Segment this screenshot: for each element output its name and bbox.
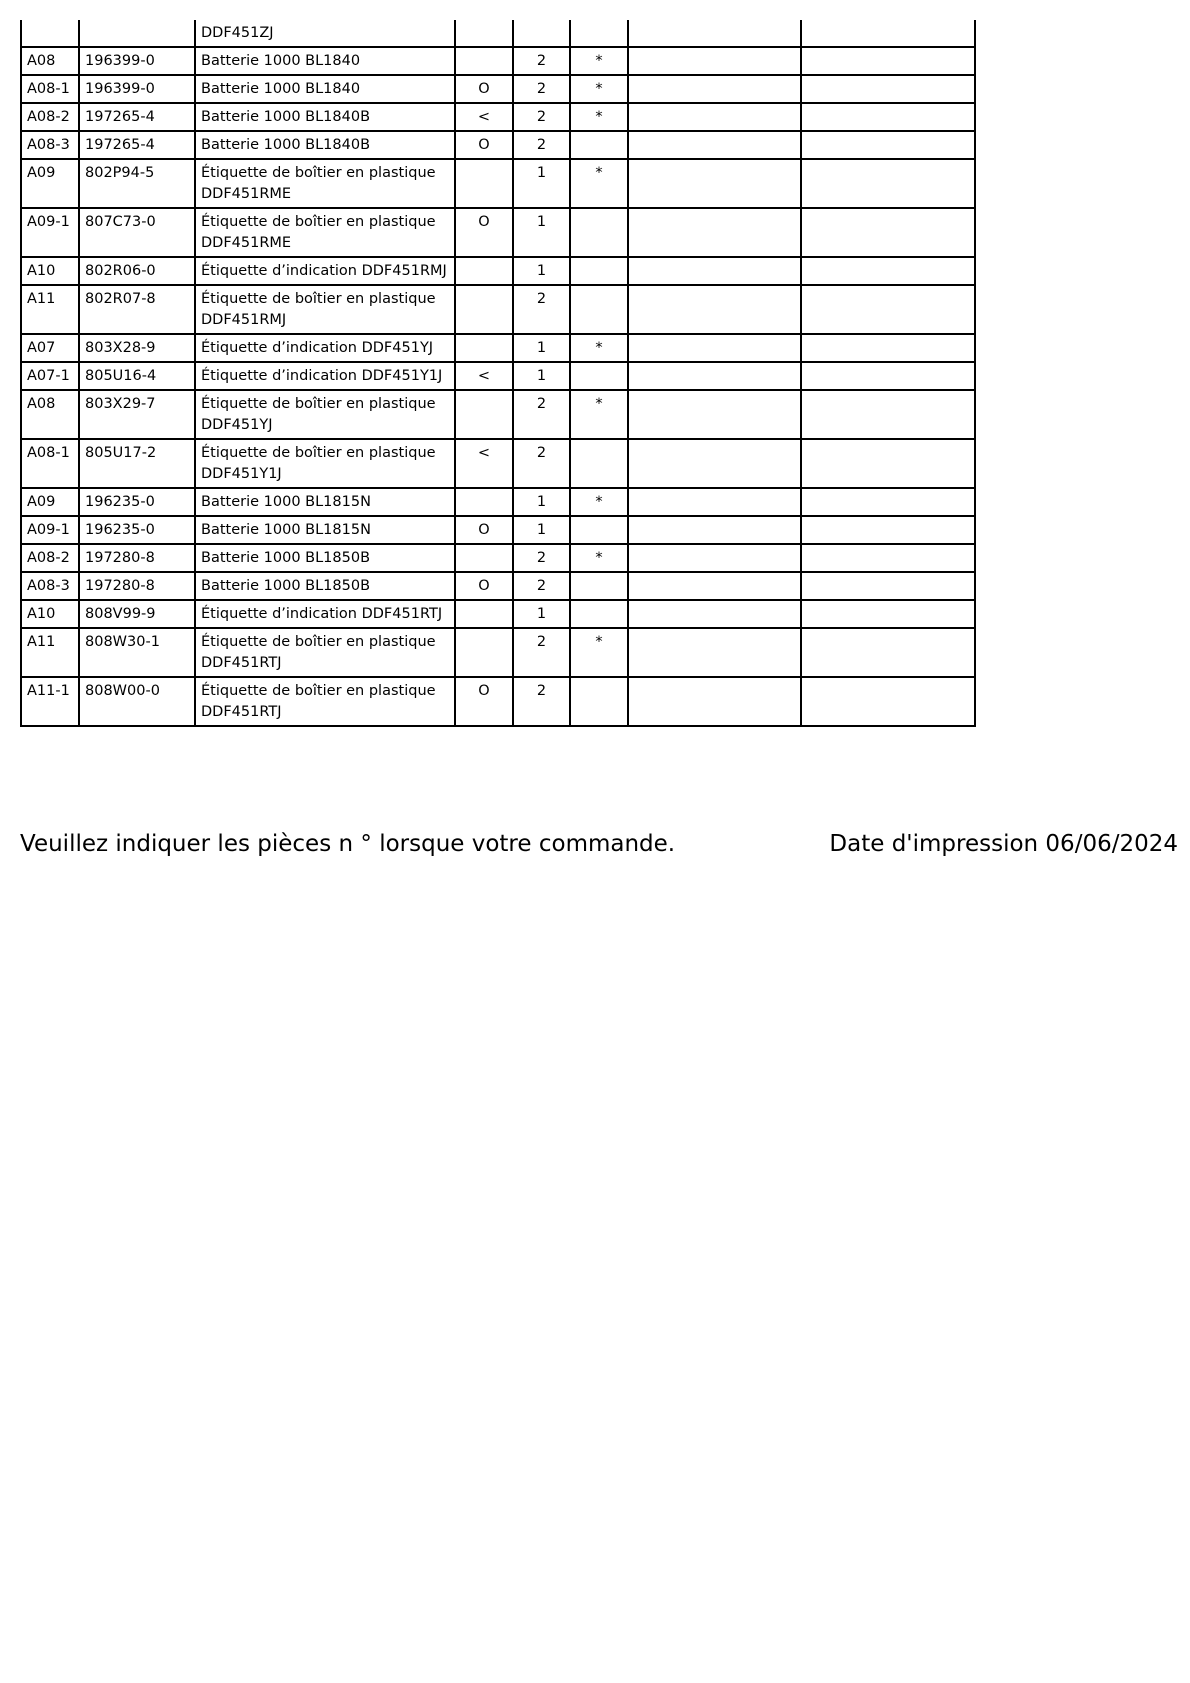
quantity-cell: 2 (513, 544, 570, 572)
blank-cell (801, 439, 975, 488)
quantity-cell: 2 (513, 677, 570, 726)
part-number-cell: 805U16-4 (79, 362, 195, 390)
table-row (21, 285, 975, 334)
table-row (21, 600, 975, 628)
note-cell (570, 677, 628, 726)
blank-cell (801, 334, 975, 362)
blank-cell (801, 208, 975, 257)
mark-cell: < (455, 362, 513, 390)
blank-cell (628, 103, 801, 131)
blank-cell (801, 390, 975, 439)
quantity-cell (513, 20, 570, 47)
description-cell: Étiquette d’indication DDF451RMJ (195, 257, 455, 285)
blank-cell (801, 47, 975, 75)
item-cell: A08-3 (21, 131, 79, 159)
mark-cell (455, 544, 513, 572)
part-number-cell: 808W00-0 (79, 677, 195, 726)
table-row (21, 257, 975, 285)
blank-cell (801, 103, 975, 131)
item-cell: A09 (21, 488, 79, 516)
blank-cell (628, 572, 801, 600)
blank-cell (801, 20, 975, 47)
item-cell: A08-3 (21, 572, 79, 600)
item-cell: A11-1 (21, 677, 79, 726)
table-row (21, 131, 975, 159)
blank-cell (628, 600, 801, 628)
quantity-cell: 1 (513, 362, 570, 390)
part-number-cell: 808W30-1 (79, 628, 195, 677)
quantity-cell: 1 (513, 600, 570, 628)
mark-cell (455, 628, 513, 677)
part-number-cell: 802R07-8 (79, 285, 195, 334)
quantity-cell: 2 (513, 572, 570, 600)
table-row (21, 677, 975, 726)
item-cell: A07-1 (21, 362, 79, 390)
blank-cell (628, 544, 801, 572)
part-number-cell (79, 20, 195, 47)
mark-cell (455, 257, 513, 285)
mark-cell (455, 47, 513, 75)
note-cell (570, 439, 628, 488)
description-cell: Étiquette de boîtier en plastique DDF451YJ (195, 390, 455, 439)
blank-cell (628, 75, 801, 103)
mark-cell: O (455, 677, 513, 726)
part-number-cell: 805U17-2 (79, 439, 195, 488)
order-instruction: Veuillez indiquer les pièces n ° lorsque votre commande. (20, 831, 676, 857)
item-cell: A08-1 (21, 75, 79, 103)
mark-cell: O (455, 208, 513, 257)
item-cell: A08 (21, 47, 79, 75)
print-date: Date d'impression 06/06/2024 (829, 831, 1178, 857)
part-number-cell: 802R06-0 (79, 257, 195, 285)
description-cell: Étiquette de boîtier en plastique DDF451RME (195, 208, 455, 257)
item-cell: A11 (21, 285, 79, 334)
mark-cell: < (455, 439, 513, 488)
description-cell: Batterie 1000 BL1840B (195, 103, 455, 131)
item-cell: A08 (21, 390, 79, 439)
table-row (21, 362, 975, 390)
part-number-cell: 197265-4 (79, 131, 195, 159)
description-cell: Étiquette de boîtier en plastique DDF451Y1J (195, 439, 455, 488)
part-number-cell: 807C73-0 (79, 208, 195, 257)
blank-cell (801, 362, 975, 390)
part-number-cell: 196399-0 (79, 75, 195, 103)
item-cell: A10 (21, 257, 79, 285)
blank-cell (628, 208, 801, 257)
description-cell: Étiquette de boîtier en plastique DDF451RTJ (195, 628, 455, 677)
quantity-cell: 1 (513, 334, 570, 362)
table-row (21, 47, 975, 75)
quantity-cell: 2 (513, 103, 570, 131)
blank-cell (628, 334, 801, 362)
table-row (21, 208, 975, 257)
blank-cell (628, 362, 801, 390)
blank-cell (801, 600, 975, 628)
quantity-cell: 1 (513, 257, 570, 285)
note-cell: * (570, 488, 628, 516)
item-cell: A08-2 (21, 544, 79, 572)
part-number-cell: 803X28-9 (79, 334, 195, 362)
item-cell: A09 (21, 159, 79, 208)
quantity-cell: 2 (513, 131, 570, 159)
item-cell: A09-1 (21, 516, 79, 544)
table-row (21, 439, 975, 488)
description-cell: Batterie 1000 BL1815N (195, 516, 455, 544)
mark-cell: O (455, 516, 513, 544)
table-row (21, 572, 975, 600)
quantity-cell: 1 (513, 516, 570, 544)
table-row (21, 334, 975, 362)
blank-cell (628, 131, 801, 159)
description-cell: Batterie 1000 BL1840B (195, 131, 455, 159)
blank-cell (801, 544, 975, 572)
blank-cell (801, 516, 975, 544)
part-number-cell: 803X29-7 (79, 390, 195, 439)
quantity-cell: 1 (513, 208, 570, 257)
note-cell: * (570, 544, 628, 572)
note-cell (570, 600, 628, 628)
item-cell: A07 (21, 334, 79, 362)
table-row (21, 488, 975, 516)
description-cell: Étiquette d’indication DDF451RTJ (195, 600, 455, 628)
quantity-cell: 2 (513, 75, 570, 103)
note-cell (570, 131, 628, 159)
blank-cell (628, 628, 801, 677)
note-cell (570, 362, 628, 390)
blank-cell (801, 159, 975, 208)
note-cell (570, 20, 628, 47)
table-row (21, 75, 975, 103)
item-cell (21, 20, 79, 47)
part-number-cell: 197280-8 (79, 544, 195, 572)
table-row (21, 544, 975, 572)
blank-cell (628, 516, 801, 544)
description-cell: Étiquette de boîtier en plastique DDF451RMJ (195, 285, 455, 334)
note-cell: * (570, 159, 628, 208)
description-cell: Étiquette d’indication DDF451Y1J (195, 362, 455, 390)
description-cell: Batterie 1000 BL1815N (195, 488, 455, 516)
note-cell (570, 516, 628, 544)
note-cell (570, 257, 628, 285)
part-number-cell: 197280-8 (79, 572, 195, 600)
table-row (21, 628, 975, 677)
table-row (21, 159, 975, 208)
blank-cell (628, 677, 801, 726)
item-cell: A08-1 (21, 439, 79, 488)
note-cell: * (570, 75, 628, 103)
item-cell: A10 (21, 600, 79, 628)
parts-table (20, 20, 976, 727)
description-cell: Batterie 1000 BL1840 (195, 75, 455, 103)
part-number-cell: 808V99-9 (79, 600, 195, 628)
description-cell: Batterie 1000 BL1850B (195, 544, 455, 572)
blank-cell (628, 20, 801, 47)
note-cell: * (570, 103, 628, 131)
parts-table-body (21, 20, 975, 726)
blank-cell (628, 159, 801, 208)
blank-cell (801, 131, 975, 159)
note-cell (570, 285, 628, 334)
quantity-cell: 2 (513, 285, 570, 334)
blank-cell (801, 285, 975, 334)
quantity-cell: 2 (513, 439, 570, 488)
blank-cell (628, 285, 801, 334)
blank-cell (801, 677, 975, 726)
table-row (21, 20, 975, 47)
note-cell (570, 208, 628, 257)
part-number-cell: 196235-0 (79, 488, 195, 516)
part-number-cell: 197265-4 (79, 103, 195, 131)
description-cell: Étiquette de boîtier en plastique DDF451RME (195, 159, 455, 208)
mark-cell (455, 285, 513, 334)
mark-cell: O (455, 131, 513, 159)
mark-cell: O (455, 75, 513, 103)
blank-cell (628, 257, 801, 285)
table-row (21, 103, 975, 131)
part-number-cell: 196399-0 (79, 47, 195, 75)
description-cell: Étiquette de boîtier en plastique DDF451RTJ (195, 677, 455, 726)
description-cell: DDF451ZJ (195, 20, 455, 47)
quantity-cell: 2 (513, 390, 570, 439)
blank-cell (801, 488, 975, 516)
mark-cell (455, 600, 513, 628)
description-cell: Étiquette d’indication DDF451YJ (195, 334, 455, 362)
mark-cell (455, 390, 513, 439)
mark-cell (455, 488, 513, 516)
quantity-cell: 1 (513, 488, 570, 516)
mark-cell: O (455, 572, 513, 600)
blank-cell (801, 572, 975, 600)
mark-cell (455, 20, 513, 47)
item-cell: A08-2 (21, 103, 79, 131)
quantity-cell: 2 (513, 47, 570, 75)
item-cell: A09-1 (21, 208, 79, 257)
blank-cell (628, 390, 801, 439)
note-cell: * (570, 334, 628, 362)
note-cell (570, 572, 628, 600)
item-cell: A11 (21, 628, 79, 677)
blank-cell (801, 628, 975, 677)
blank-cell (628, 439, 801, 488)
mark-cell (455, 159, 513, 208)
quantity-cell: 1 (513, 159, 570, 208)
note-cell: * (570, 47, 628, 75)
part-number-cell: 802P94-5 (79, 159, 195, 208)
table-row (21, 390, 975, 439)
blank-cell (628, 47, 801, 75)
description-cell: Batterie 1000 BL1840 (195, 47, 455, 75)
quantity-cell: 2 (513, 628, 570, 677)
blank-cell (628, 488, 801, 516)
part-number-cell: 196235-0 (79, 516, 195, 544)
mark-cell (455, 334, 513, 362)
note-cell: * (570, 628, 628, 677)
blank-cell (801, 257, 975, 285)
description-cell: Batterie 1000 BL1850B (195, 572, 455, 600)
mark-cell: < (455, 103, 513, 131)
blank-cell (801, 75, 975, 103)
table-row (21, 516, 975, 544)
note-cell: * (570, 390, 628, 439)
